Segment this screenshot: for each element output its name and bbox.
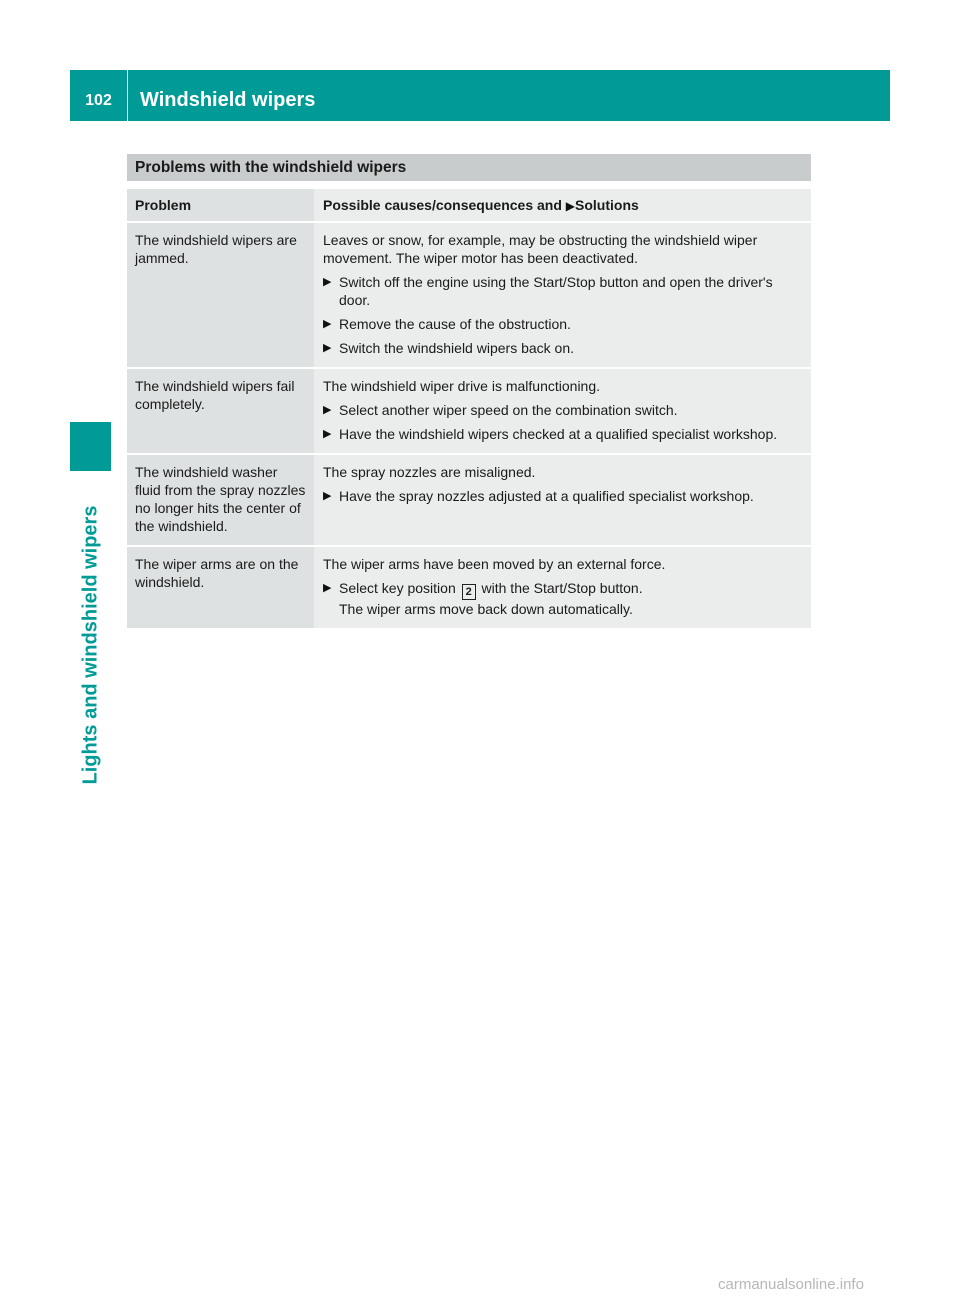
table-row <box>127 455 811 547</box>
page-header <box>70 70 890 121</box>
table-row <box>127 547 811 630</box>
arrow-right-icon: ▶ <box>323 342 332 354</box>
table-header-row <box>127 189 811 223</box>
arrow-right-icon: ▶ <box>323 582 332 594</box>
page-number: 102 <box>85 91 112 109</box>
solution-cell <box>314 455 811 545</box>
action-step <box>323 487 803 505</box>
watermark: carmanualsonline.info <box>718 1276 864 1293</box>
problem-cell: The windshield wipers fail completely. <box>127 369 314 453</box>
section-side-label-text: Lights and windshield wipers <box>79 505 101 785</box>
arrow-right-icon: ▶ <box>565 199 576 213</box>
action-step <box>323 339 803 357</box>
action-step-text: Have the windshield wipers checked at a qualified specialist workshop. <box>339 426 778 442</box>
action-step <box>323 273 803 309</box>
problem-cell: The windshield wipers are jammed. <box>127 223 314 367</box>
action-step-text <box>339 579 643 618</box>
cause-text: The windshield wiper drive is malfunctioning. <box>323 378 601 394</box>
action-step-after-key: with the Start/Stop button. <box>481 580 643 596</box>
action-step <box>323 315 803 333</box>
cause-text: Leaves or snow, for example, may be obstructing the windshield wiper movement. The wiper motor has been deactivated. <box>323 232 758 266</box>
arrow-right-icon: ▶ <box>323 318 332 330</box>
action-step <box>323 425 803 443</box>
cause-text: The spray nozzles are misaligned. <box>323 464 536 480</box>
action-step <box>323 401 803 419</box>
column-header-solutions-suffix: Solutions <box>575 197 639 213</box>
page-title: Windshield wipers <box>140 89 316 111</box>
column-header-solutions <box>314 189 811 221</box>
action-step-text: Select another wiper speed on the combination switch. <box>339 402 678 418</box>
arrow-right-icon: ▶ <box>323 404 332 416</box>
problem-cell: The wiper arms are on the windshield. <box>127 547 314 628</box>
action-step-text: Remove the cause of the obstruction. <box>339 316 571 332</box>
section-side-label <box>70 480 111 810</box>
table-title: Problems with the windshield wipers <box>127 154 811 181</box>
key-position-2-icon: 2 <box>462 584 476 600</box>
action-step-text: Switch off the engine using the Start/Stop button and open the driver's door. <box>339 274 773 308</box>
cause-text: The wiper arms have been moved by an external force. <box>323 556 666 572</box>
section-tab-marker <box>70 422 111 471</box>
solution-cell <box>314 547 811 628</box>
column-header-problem: Problem <box>127 189 314 221</box>
solution-cell <box>314 223 811 367</box>
arrow-right-icon: ▶ <box>323 490 332 502</box>
problems-table <box>127 154 811 630</box>
action-step <box>323 579 803 618</box>
arrow-right-icon: ▶ <box>323 276 332 288</box>
column-header-solutions-prefix: Possible causes/consequences and <box>323 197 562 213</box>
table-row <box>127 369 811 455</box>
header-divider <box>127 70 128 121</box>
table-row <box>127 223 811 369</box>
arrow-right-icon: ▶ <box>323 428 332 440</box>
action-step-text: Switch the windshield wipers back on. <box>339 340 575 356</box>
solution-cell <box>314 369 811 453</box>
problem-cell: The windshield washer fluid from the spray nozzles no longer hits the center of the windshield. <box>127 455 314 545</box>
action-result-text: The wiper arms move back down automatically. <box>339 601 633 617</box>
action-step-before-key: Select key position <box>339 580 456 596</box>
action-step-text: Have the spray nozzles adjusted at a qualified specialist workshop. <box>339 488 754 504</box>
